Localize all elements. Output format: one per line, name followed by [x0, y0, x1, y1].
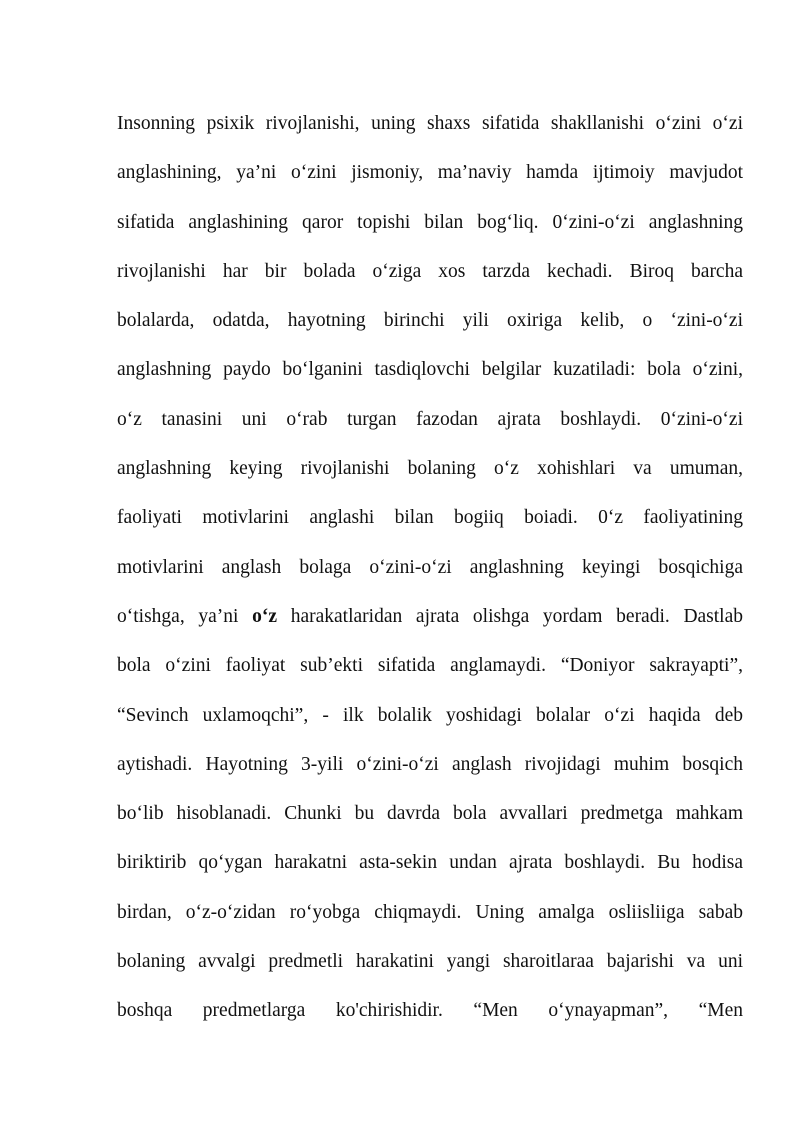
text-line: boshqa predmetlarga ko'chirishidir. “Men o‘ynayapman”, “Men: [117, 1000, 743, 1022]
text-segment: o‘tishga, ya’ni: [117, 605, 253, 627]
text-line: sifatida anglashining qaror topishi bilan bog‘liq. 0‘zini-o‘zi anglashning: [117, 211, 743, 233]
bold-word: o‘z: [252, 605, 278, 627]
text-line: bolaning avvalgi predmetli harakatini yangi sharoitlaraa bajarishi va uni: [117, 951, 743, 973]
text-line: aytishadi. Hayotning 3-yili o‘zini-o‘zi anglash rivojidagi muhim bosqich: [117, 753, 743, 775]
text-line: rivojlanishi har bir bolada o‘ziga xos tarzda kechadi. Biroq barcha: [117, 260, 743, 282]
text-line: anglashining, ya’ni o‘zini jismoniy, ma’naviy hamda ijtimoiy mavjudot: [117, 162, 743, 184]
text-line: Insonning psixik rivojlanishi, uning shaxs sifatida shakllanishi o‘zini o‘zi: [117, 113, 743, 134]
text-line: motivlarini anglash bolaga o‘zini-o‘zi anglashning keyingi bosqichiga: [117, 556, 743, 578]
text-line: birdan, o‘z-o‘zidan ro‘yobga chiqmaydi. Uning amalga osliisliiga sabab: [117, 901, 743, 923]
text-segment: harakatlaridan ajrata olishga yordam beradi. Dastlab: [277, 605, 744, 627]
text-line: anglashning paydo bo‘lganini tasdiqlovchi belgilar kuzatiladi: bola o‘zini,: [117, 359, 743, 381]
text-line: bo‘lib hisoblanadi. Chunki bu davrda bola avvallari predmetga mahkam: [117, 803, 743, 825]
text-line: biriktirib qo‘ygan harakatni asta-sekin undan ajrata boshlaydi. Bu hodisa: [117, 852, 743, 874]
text-line: bolalarda, odatda, hayotning birinchi yili oxiriga kelib, o ‘zini-o‘zi: [117, 310, 743, 332]
text-line: o‘z tanasini uni o‘rab turgan fazodan ajrata boshlaydi. 0‘zini-o‘zi: [117, 408, 743, 430]
text-line: anglashning keying rivojlanishi bolaning o‘z xohishlari va umuman,: [117, 458, 743, 480]
text-line: bola o‘zini faoliyat sub’ekti sifatida anglamaydi. “Doniyor sakrayapti”,: [117, 655, 743, 677]
text-line-with-bold: [117, 597, 743, 646]
text-line: faoliyati motivlarini anglashi bilan bogiiq boiadi. 0‘z faoliyatining: [117, 507, 743, 529]
document-page: [117, 104, 743, 1041]
text-line: “Sevinch uxlamoqchi”, - ilk bolalik yoshidagi bolalar o‘zi haqida deb: [117, 704, 743, 726]
